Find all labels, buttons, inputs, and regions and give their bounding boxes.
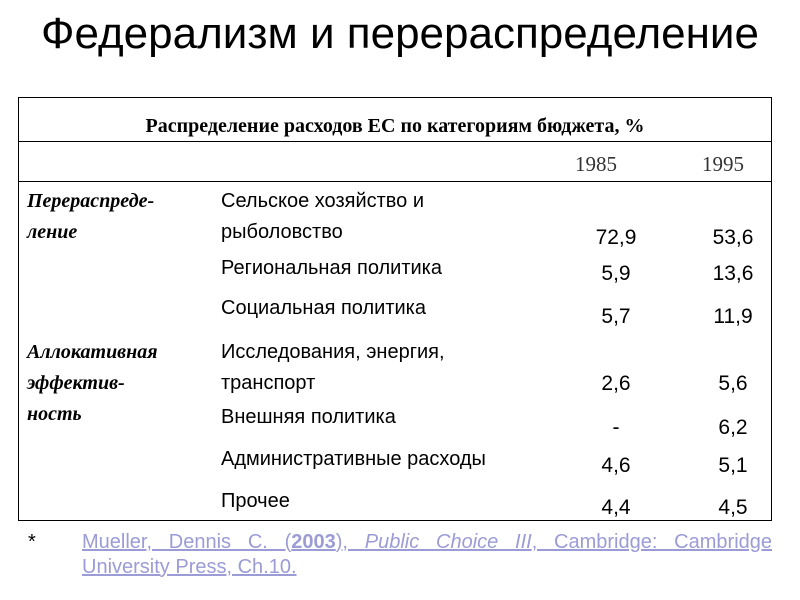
year-1995-header: 1995: [702, 152, 744, 176]
row-label: Внешняя политика: [221, 406, 396, 428]
value-1985: 2,6: [601, 372, 631, 395]
footnote-marker: *: [28, 531, 36, 553]
value-1985: 4,6: [601, 454, 631, 477]
value-1995: 11,9: [713, 305, 753, 328]
value-1985: 5,7: [601, 305, 631, 328]
row-label: Социальная политика: [221, 297, 426, 319]
group-label-redistribution: Перераспреде- ление: [27, 190, 155, 243]
group-label-allocative: Аллокативная эффектив- ность: [27, 341, 158, 425]
citation-author: Mueller, Dennis C. (: [82, 531, 292, 553]
table-header-row: [19, 142, 771, 182]
value-1995: 6,2: [718, 416, 748, 439]
page-title: Федерализм и перераспределение: [41, 9, 759, 58]
row-label: Исследования, энергия, транспорт: [221, 341, 445, 394]
budget-table: [18, 97, 772, 521]
value-1995: 5,1: [718, 454, 748, 477]
row-label: Сельское хозяйство и рыболовство: [221, 190, 425, 243]
row-label: Административные расходы: [221, 448, 486, 470]
citation-publisher: , Cambridge: Cambridge University Press, Ch.10.: [82, 531, 772, 578]
value-1985: 4,4: [601, 496, 631, 519]
value-1985: 72,9: [595, 226, 637, 249]
citation-year: 2003: [291, 531, 336, 553]
table-caption: Распределение расходов ЕС по категориям бюджета, %: [19, 98, 771, 142]
value-1995: 13,6: [712, 262, 754, 285]
citation-book: Public Choice III: [364, 531, 532, 553]
value-1995: 5,6: [718, 372, 748, 395]
row-label: Прочее: [221, 490, 290, 512]
year-1985-header: 1985: [575, 152, 617, 176]
row-label: Региональная политика: [221, 257, 442, 279]
value-1985: -: [612, 416, 620, 439]
value-1995: 4,5: [718, 496, 748, 519]
citation-link[interactable]: [82, 530, 772, 580]
value-1985: 5,9: [601, 262, 631, 285]
citation-separator: ),: [335, 531, 365, 553]
value-1995: 53,6: [712, 226, 754, 249]
